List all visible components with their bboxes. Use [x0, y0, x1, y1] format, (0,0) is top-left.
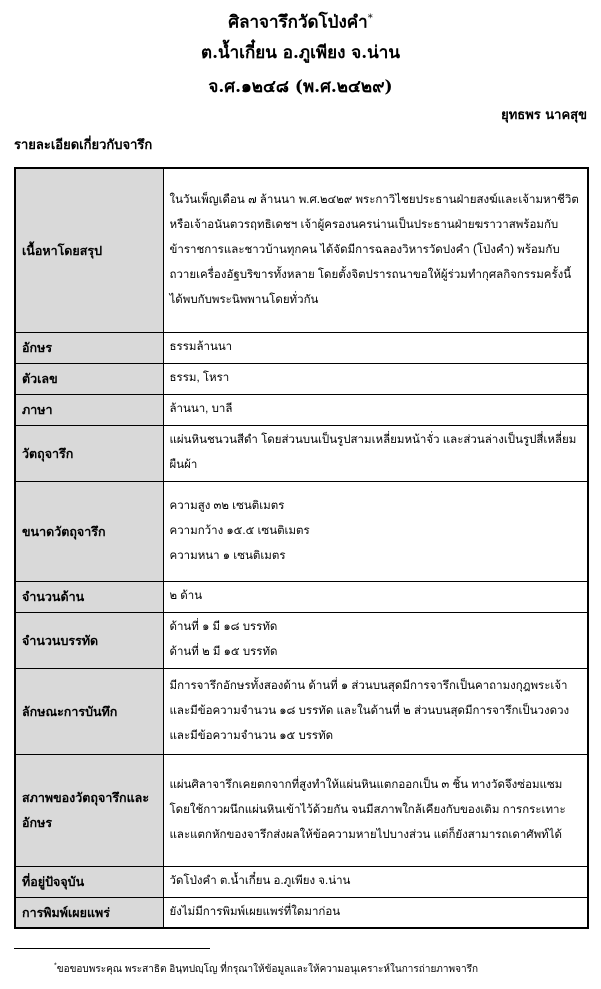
detail-value [163, 394, 588, 425]
detail-value [163, 866, 588, 897]
detail-label: วัตถุจารึก [15, 425, 163, 481]
detail-row [15, 394, 588, 425]
footnote-divider [14, 948, 210, 949]
detail-value-line: แผ่นศิลาจารึกเคยตกจากที่สูงทำให้แผ่นหินแตกออกเป็น ๓ ชิ้น ทางวัดจึงซ่อมแซมโดยใช้กาวผนึกแผ่นหินเข้าไว้ด้วยกัน จนมีสภาพใกล้เคียงกับของเดิม การกระเทาะและแตกหักของจารึกส่งผลให้ข้อความหายไปบางส่วน แต่ก็ยังสามารถเดาศัพท์ได้ [169, 778, 566, 841]
detail-value [163, 612, 588, 668]
inscription-details-table [14, 167, 589, 929]
detail-value [163, 668, 588, 754]
document-title: ศิลาจารึกวัดโป่งคำ* [228, 12, 373, 33]
detail-row [15, 363, 588, 394]
detail-value [163, 363, 588, 394]
detail-value [163, 332, 588, 363]
detail-label: ตัวเลข [15, 363, 163, 394]
detail-row [15, 481, 588, 581]
detail-label: ขนาดวัตถุจารึก [15, 481, 163, 581]
detail-label: เนื้อหาโดยสรุป [15, 168, 163, 332]
detail-value-line: ด้านที่ ๑ มี ๑๘ บรรทัด [169, 621, 278, 633]
detail-row [15, 897, 588, 928]
detail-row [15, 168, 588, 332]
detail-label: ภาษา [15, 394, 163, 425]
detail-value [163, 425, 588, 481]
footnote-text: ขอขอบพระคุณ พระสาธิต อินฺทปญฺโญ ที่กรุณาให้ข้อมูลและให้ความอนุเคราะห์ในการถ่ายภาพจารึก [56, 964, 479, 975]
detail-value-line: ธรรมล้านนา [169, 341, 233, 353]
detail-value [163, 481, 588, 581]
detail-value-line: ความกว้าง ๑๕.๕ เซนติเมตร [169, 524, 310, 537]
detail-label: การพิมพ์เผยแพร่ [15, 897, 163, 928]
detail-value [163, 581, 588, 612]
footnote-mark: * [54, 962, 57, 970]
detail-value-line: ด้านที่ ๒ มี ๑๕ บรรทัด [169, 646, 278, 658]
detail-label: สภาพของวัตถุจารึกและอักษร [15, 754, 163, 866]
detail-value [163, 168, 588, 332]
detail-value-line: ยังไม่มีการพิมพ์เผยแพร่ที่ใดมาก่อน [169, 905, 341, 918]
detail-label: จำนวนบรรทัด [15, 612, 163, 668]
detail-value-line: ๒ ด้าน [169, 590, 203, 602]
detail-value-line: ความสูง ๓๒ เซนติเมตร [169, 499, 285, 512]
detail-row [15, 612, 588, 668]
detail-value-line: ในวันเพ็ญเดือน ๗ ล้านนา พ.ศ.๒๔๒๙ พระกาวิไชยประธานฝ่ายสงฆ์และเจ้ามหาชีวิตหรือเจ้าอนันตวรฤทธิเดชฯ เจ้าผู้ครองนครน่านเป็นประธานฝ่ายฆราวาสพร้อมกับข้าราชการและชาวบ้านทุกคน ได้จัดมีการฉลองวิหารวัดปงคำ (โป่งคำ) พร้อมกับถวายเครื่องอัฐบริขารทั้งหลาย โดยตั้งจิตปรารถนาขอให้ผู้ร่วมทำกุศลกิจกรรมครั้งนี้ได้พบกับพระนิพพานโดยทั่วกัน [169, 193, 579, 306]
detail-value-line: วัดโป่งคำ ต.น้ำเกี๋ยน อ.ภูเพียง จ.น่าน [169, 875, 351, 887]
author-name: ยุทธพร นาคสุข [501, 108, 587, 123]
detail-value-line: ล้านนา, บาลี [169, 403, 233, 415]
detail-value-line: ความหนา ๑ เซนติเมตร [169, 549, 286, 562]
detail-value-line: แผ่นหินชนวนสีดำ โดยส่วนบนเป็นรูปสามเหลี่ยมหน้าจั่ว และส่วนล่างเป็นรูปสี่เหลี่ยมผืนผ้า [169, 434, 577, 471]
title-footnote-mark[interactable]: * [367, 13, 373, 24]
detail-label: อักษร [15, 332, 163, 363]
detail-row [15, 581, 588, 612]
detail-value [163, 754, 588, 866]
detail-label: ที่อยู่ปัจจุบัน [15, 866, 163, 897]
detail-row [15, 332, 588, 363]
detail-label: ลักษณะการบันทึก [15, 668, 163, 754]
detail-value-line: มีการจารึกอักษรทั้งสองด้าน ด้านที่ ๑ ส่วนบนสุดมีการจารึกเป็นคาถามงกุฎพระเจ้าและมีข้อความจำนวน ๑๘ บรรทัด และในด้านที่ ๒ ส่วนบนสุดมีการจารึกเป็นวงดวงและมีข้อความจำนวน ๑๕ บรรทัด [169, 679, 570, 742]
detail-row [15, 866, 588, 897]
footnote [54, 962, 593, 977]
detail-value [163, 897, 588, 928]
detail-label: จำนวนด้าน [15, 581, 163, 612]
detail-row [15, 754, 588, 866]
section-title: รายละเอียดเกี่ยวกับจารึก [14, 138, 153, 153]
detail-value-line: ธรรม, โหรา [169, 372, 230, 384]
detail-row [15, 425, 588, 481]
detail-row [15, 668, 588, 754]
inscription-date: จ.ศ.๑๒๔๘ (พ.ศ.๒๔๒๙) [208, 77, 393, 97]
inscription-location: ต.น้ำเกี๋ยน อ.ภูเพียง จ.น่าน [201, 43, 400, 63]
